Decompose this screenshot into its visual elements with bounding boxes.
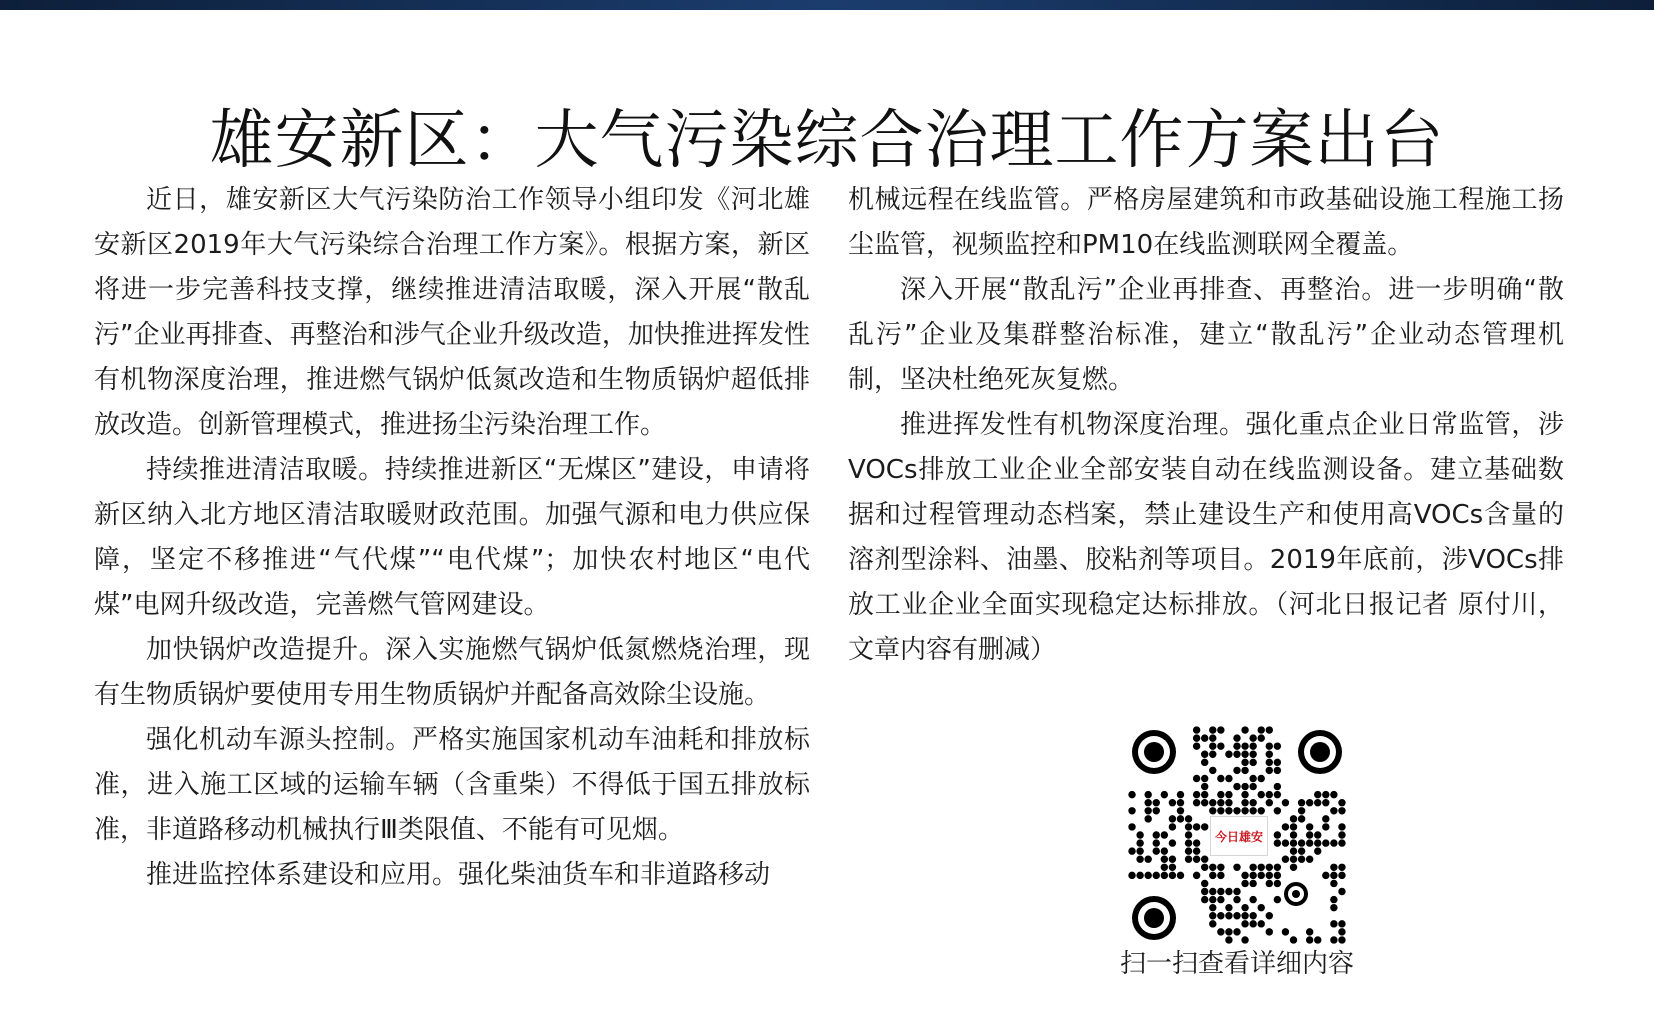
qr-module [1282,823,1289,830]
qr-module [1241,912,1248,919]
qr-module [1185,831,1192,838]
qr-module [1330,904,1337,911]
qr-module [1209,920,1216,927]
qr-module [1258,920,1265,927]
qr-module [1193,856,1200,863]
qr-module [1330,807,1337,814]
qr-module [1258,904,1265,911]
qr-module [1161,791,1168,798]
qr-module [1282,928,1289,935]
qr-module [1225,936,1232,943]
qr-module [1225,888,1232,895]
qr-module [1338,864,1345,871]
qr-module [1185,823,1192,830]
qr-module [1217,864,1224,871]
qr-module [1338,823,1345,830]
qr-module [1128,791,1135,798]
qr-module [1322,872,1329,879]
qr-module [1193,734,1200,741]
qr-module [1274,783,1281,790]
qr-module [1266,726,1273,733]
qr-module [1201,751,1208,758]
qr-module [1249,872,1256,879]
qr-module [1249,742,1256,749]
qr-module [1169,856,1176,863]
qr-module [1177,872,1184,879]
qr-module [1241,904,1248,911]
qr-module [1274,896,1281,903]
qr-module [1128,807,1135,814]
article-column-left [94,178,810,898]
qr-module [1274,872,1281,879]
qr-module [1258,864,1265,871]
qr-module [1306,831,1313,838]
qr-module [1201,799,1208,806]
qr-module [1144,856,1151,863]
qr-module [1233,751,1240,758]
qr-module [1161,831,1168,838]
qr-module [1249,864,1256,871]
qr-module [1209,864,1216,871]
qr-module [1217,928,1224,935]
qr-module [1225,928,1232,935]
qr-module [1136,856,1143,863]
qr-module [1258,807,1265,814]
qr-module [1225,775,1232,782]
qr-module [1258,775,1265,782]
qr-module [1274,807,1281,814]
qr-module [1185,839,1192,846]
qr-module [1177,799,1184,806]
qr-module [1314,847,1321,854]
qr-module [1274,742,1281,749]
qr-module [1169,823,1176,830]
qr-module [1338,872,1345,879]
qr-module [1233,783,1240,790]
qr-module [1217,799,1224,806]
qr-finder-top-right [1298,730,1342,774]
qr-module [1282,839,1289,846]
qr-module [1338,936,1345,943]
qr-module [1136,847,1143,854]
qr-finder-bottom-left [1132,896,1176,940]
article-paragraph: 强化机动车源头控制。严格实施国家机动车油耗和排放标准，进入施工区域的运输车辆（含重柴）不得低于国五排放标准，非道路移动机械执行Ⅲ类限值、不能有可见烟。 [94,725,810,845]
qr-module [1225,807,1232,814]
qr-module [1241,936,1248,943]
qr-module [1241,759,1248,766]
qr-module [1314,799,1321,806]
qr-module [1185,856,1192,863]
qr-module [1249,799,1256,806]
qr-module [1233,864,1240,871]
qr-module [1266,791,1273,798]
qr-module [1290,823,1297,830]
qr-module [1322,839,1329,846]
qr-module [1241,751,1248,758]
qr-module [1233,767,1240,774]
qr-module [1290,936,1297,943]
qr-module [1266,864,1273,871]
qr-module [1225,791,1232,798]
qr-module [1233,928,1240,935]
qr-module [1225,904,1232,911]
qr-module [1144,799,1151,806]
qr-module [1298,799,1305,806]
qr-module [1201,896,1208,903]
qr-module [1314,831,1321,838]
qr-module [1249,783,1256,790]
qr-module [1193,872,1200,879]
qr-module [1144,872,1151,879]
qr-module [1274,880,1281,887]
qr-module [1177,807,1184,814]
qr-module [1290,839,1297,846]
qr-module [1322,815,1329,822]
qr-module [1290,847,1297,854]
qr-center-logo [1210,816,1268,856]
article-paragraph: 近日，雄安新区大气污染防治工作领导小组印发《河北雄安新区2019年大气污染综合治理工作方案》。根据方案，新区将进一步完善科技支撑，继续推进清洁取暖，深入开展“散乱污”企业再排查、再整治和涉气企业升级改造，加快推进挥发性有机物深度治理，推进燃气锅炉低氮改造和生物质锅炉超低排放改造。创新管理模式，推进扬尘污染治理工作。 [94,185,810,440]
qr-module [1209,767,1216,774]
qr-module [1217,872,1224,879]
qr-module [1161,864,1168,871]
qr-module [1136,872,1143,879]
qr-module [1225,751,1232,758]
qr-module [1290,831,1297,838]
article-paragraph: 推进挥发性有机物深度治理。强化重点企业日常监管，涉VOCs排放工业企业全部安装自动在线监测设备。建立基础数据和过程管理动态档案，禁止建设生产和使用高VOCs含量的溶剂型涂料、油墨、胶粘剂等项目。2019年底前，涉VOCs排放工业企业全面实现稳定达标排放。（河北日报记者 原付川，文章内容有删减） [848,410,1564,665]
qr-module [1169,799,1176,806]
qr-module [1136,839,1143,846]
qr-module [1338,928,1345,935]
qr-module [1233,912,1240,919]
qr-module [1217,807,1224,814]
qr-module [1249,751,1256,758]
qr-module [1153,872,1160,879]
qr-module [1298,856,1305,863]
qr-module [1209,912,1216,919]
qr-module [1201,880,1208,887]
qr-module [1249,775,1256,782]
top-banner-bar [0,0,1654,10]
qr-module [1209,896,1216,903]
qr-module [1241,799,1248,806]
qr-module [1266,759,1273,766]
qr-module [1201,823,1208,830]
qr-module [1193,742,1200,749]
qr-module [1241,742,1248,749]
qr-module [1209,807,1216,814]
qr-module [1233,807,1240,814]
qr-module [1306,823,1313,830]
qr-module [1266,928,1273,935]
qr-module [1217,912,1224,919]
qr-module [1298,839,1305,846]
qr-module [1330,920,1337,927]
qr-module [1201,856,1208,863]
qr-module [1144,815,1151,822]
qr-module [1217,888,1224,895]
qr-module [1274,831,1281,838]
qr-module [1161,872,1168,879]
qr-module [1290,815,1297,822]
qr-module [1201,783,1208,790]
qr-module [1274,839,1281,846]
article-paragraph: 加快锅炉改造提升。深入实施燃气锅炉低氮燃烧治理，现有生物质锅炉要使用专用生物质锅炉并配备高效除尘设施。 [94,635,810,710]
qr-module [1258,726,1265,733]
qr-module [1241,791,1248,798]
qr-module [1249,734,1256,741]
qr-module [1241,767,1248,774]
qr-module [1153,839,1160,846]
qr-module [1177,815,1184,822]
article-paragraph: 深入开展“散乱污”企业再排查、再整治。进一步明确“散乱污”企业及集群整治标准，建立“散乱污”企业动态管理机制，坚决杜绝死灰复燃。 [848,275,1564,395]
qr-module [1193,791,1200,798]
qr-module [1330,896,1337,903]
article-paragraph: 持续推进清洁取暖。持续推进新区“无煤区”建设，申请将新区纳入北方地区清洁取暖财政范围。加强气源和电力供应保障，坚定不移推进“气代煤”“电代煤”；加快农村地区“电代煤”电网升级改造，完善燃气管网建设。 [94,455,810,620]
qr-caption: 扫一扫查看详细内容 [1119,949,1354,979]
qr-module [1249,880,1256,887]
qr-module [1217,896,1224,903]
qr-module [1241,783,1248,790]
qr-module [1217,742,1224,749]
qr-module [1290,864,1297,871]
qr-module [1225,799,1232,806]
qr-module [1153,799,1160,806]
qr-module [1153,847,1160,854]
qr-module [1282,799,1289,806]
qr-module [1338,831,1345,838]
qr-module [1338,839,1345,846]
qr-module [1241,872,1248,879]
qr-module [1209,799,1216,806]
qr-module [1225,912,1232,919]
qr-module [1266,912,1273,919]
qr-module [1201,759,1208,766]
qr-module [1217,775,1224,782]
qr-module [1298,847,1305,854]
qr-module [1249,912,1256,919]
qr-module [1330,864,1337,871]
qr-module [1306,936,1313,943]
qr-module [1193,775,1200,782]
qr-module [1209,726,1216,733]
qr-module [1153,807,1160,814]
article-title: 雄安新区：大气污染综合治理工作方案出台 [209,103,1445,178]
qr-module [1258,734,1265,741]
qr-module [1193,847,1200,854]
qr-module [1282,856,1289,863]
qr-module [1153,831,1160,838]
qr-module [1274,759,1281,766]
qr-module [1128,823,1135,830]
qr-finder-top-left [1132,730,1176,774]
qr-module [1266,742,1273,749]
qr-module [1233,742,1240,749]
qr-module [1306,928,1313,935]
qr-module [1209,904,1216,911]
qr-module [1266,880,1273,887]
qr-module [1217,791,1224,798]
qr-module [1338,799,1345,806]
qr-module [1233,734,1240,741]
qr-module [1193,799,1200,806]
qr-module [1306,839,1313,846]
qr-module [1144,791,1151,798]
qr-module [1266,767,1273,774]
qr-module [1209,751,1216,758]
qr-module [1193,839,1200,846]
qr-module [1193,726,1200,733]
qr-module [1233,896,1240,903]
qr-module [1274,767,1281,774]
qr-module [1274,791,1281,798]
qr-module [1209,742,1216,749]
qr-module [1322,823,1329,830]
qr-module [1249,759,1256,766]
qr-module [1258,872,1265,879]
qr-module [1258,791,1265,798]
article-paragraph: 推进监控体系建设和应用。强化柴油货车和非道路移动 [146,860,771,890]
article-column-right [848,178,1564,673]
qr-module [1169,864,1176,871]
qr-module [1201,888,1208,895]
qr-module [1306,856,1313,863]
qr-module [1330,880,1337,887]
qr-logo-text: 今日雄安 [1214,829,1263,844]
qr-module [1306,799,1313,806]
article-paragraph-continuation: 机械远程在线监管。严格房屋建筑和市政基础设施工程施工扬尘监管，视频监控和PM10在线监测联网全覆盖。 [848,185,1564,260]
qr-module [1177,791,1184,798]
qr-module [1322,799,1329,806]
qr-module [1330,936,1337,943]
qr-module [1338,920,1345,927]
qr-module [1330,872,1337,879]
qr-module [1136,831,1143,838]
qr-module [1298,807,1305,814]
qr-module [1266,751,1273,758]
qr-module [1217,726,1224,733]
qr-module [1209,872,1216,879]
qr-module [1161,856,1168,863]
qr-module [1169,872,1176,879]
qr-module [1241,807,1248,814]
qr-module [1338,807,1345,814]
qr-module [1249,807,1256,814]
qr-code[interactable] [1128,726,1346,944]
qr-module [1128,847,1135,854]
qr-module [1249,896,1256,903]
qr-module [1193,823,1200,830]
qr-module [1274,864,1281,871]
qr-module [1161,847,1168,854]
qr-module [1201,775,1208,782]
qr-alignment-mark [1284,882,1308,906]
qr-module [1169,839,1176,846]
qr-module [1266,872,1273,879]
qr-module [1249,920,1256,927]
qr-module [1144,807,1151,814]
qr-module [1314,936,1321,943]
qr-module [1322,791,1329,798]
qr-module [1169,815,1176,822]
qr-module [1330,791,1337,798]
qr-module [1185,815,1192,822]
qr-module [1298,815,1305,822]
qr-module [1201,734,1208,741]
qr-module [1209,734,1216,741]
qr-module [1209,888,1216,895]
qr-module [1185,847,1192,854]
qr-module [1201,791,1208,798]
qr-module [1233,888,1240,895]
qr-module [1290,856,1297,863]
qr-module [1330,839,1337,846]
qr-module [1338,888,1345,895]
qr-module [1314,791,1321,798]
qr-module [1314,839,1321,846]
qr-module [1241,726,1248,733]
qr-module [1201,864,1208,871]
qr-module [1266,799,1273,806]
qr-module [1241,920,1248,927]
qr-module [1241,880,1248,887]
qr-module [1128,872,1135,879]
